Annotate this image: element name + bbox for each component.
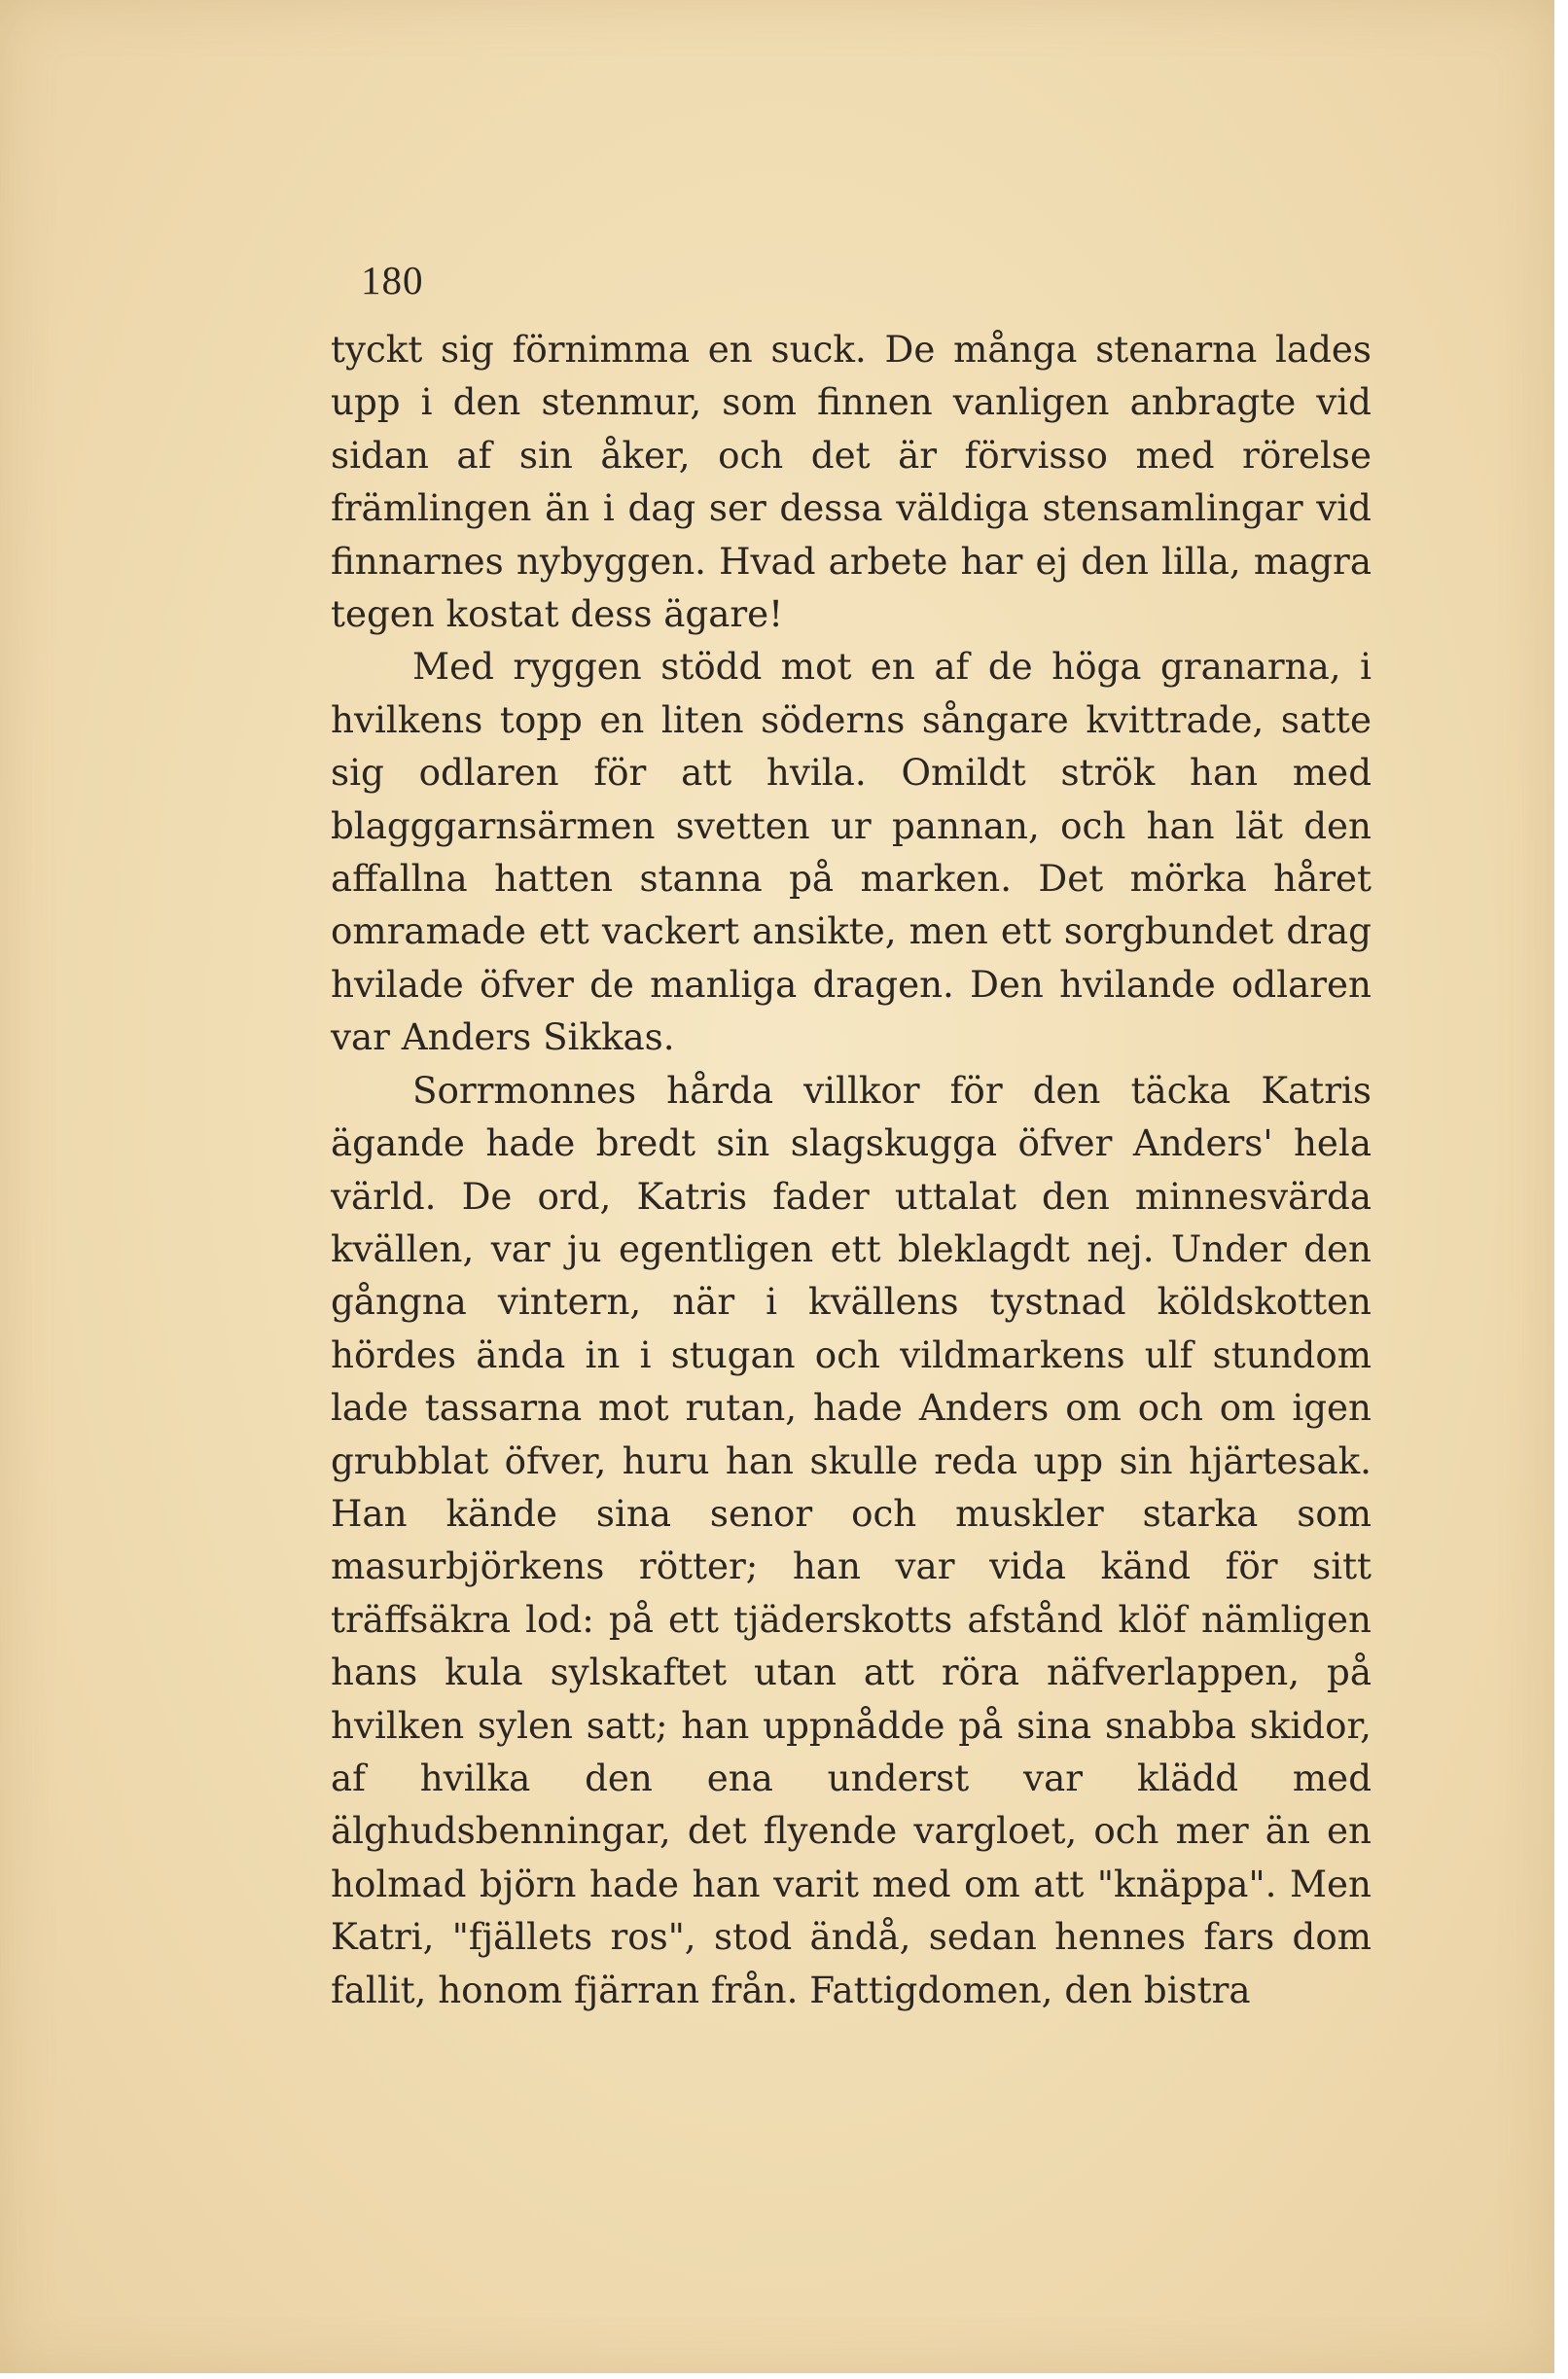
body-text <box>331 323 1372 2016</box>
paragraph-1: tyckt sig förnimma en suck. De många stenarna lades upp i den stenmur, som finnen vanligen anbragte vid sidan af sin åker, och det är förvisso med rörelse främlingen än i dag ser dessa väldiga stensamlingar vid finnarnes nybyggen. Hvad arbete har ej den lilla, magra tegen kostat dess ägare! <box>331 328 1372 636</box>
page-number: 180 <box>361 258 424 302</box>
paragraph-3: Sorrmonnes hårda villkor för den täcka Katris ägande hade bredt sin slagskugga öfver Anders' hela värld. De ord, Katris fader uttalat den minnesvärda kvällen, var ju egentligen ett bleklagdt nej. Under den gångna vintern, när i kvällens tystnad köldskotten hördes ända in i stugan och vildmarkens ulf stundom lade tassarna mot rutan, hade Anders om och om igen grubblat öfver, huru han skulle reda upp sin hjärtesak. Han kände sina senor och muskler starka som masurbjörkens rötter; han var vida känd för sitt träffsäkra lod: på ett tjäderskotts afstånd klöf nämligen hans kula sylskaftet utan att röra näfverlappen, på hvilken sylen satt; han uppnådde på sina snabba skidor, af hvilka den ena underst var klädd med älghudsbenningar, det flyende vargloet, och mer än en holmad björn hade han varit med om att "knäppa". Men Katri, "fjällets ros", stod ändå, sedan hennes fars dom fallit, honom fjärran från. Fattigdomen, den bistra <box>331 1068 1372 2011</box>
paragraph-2: Med ryggen stödd mot en af de höga granarna, i hvilkens topp en liten söderns sångare kvittrade, satte sig odlaren för att hvila. Omildt strök han med blagggarnsärmen svetten ur pannan, och han lät den affallna hatten stanna på marken. Det mörka håret omramade ett vackert ansikte, men ett sorgbundet drag hvilade öfver de manliga dragen. Den hvilande odlaren var Anders Sikkas. <box>331 645 1372 1059</box>
